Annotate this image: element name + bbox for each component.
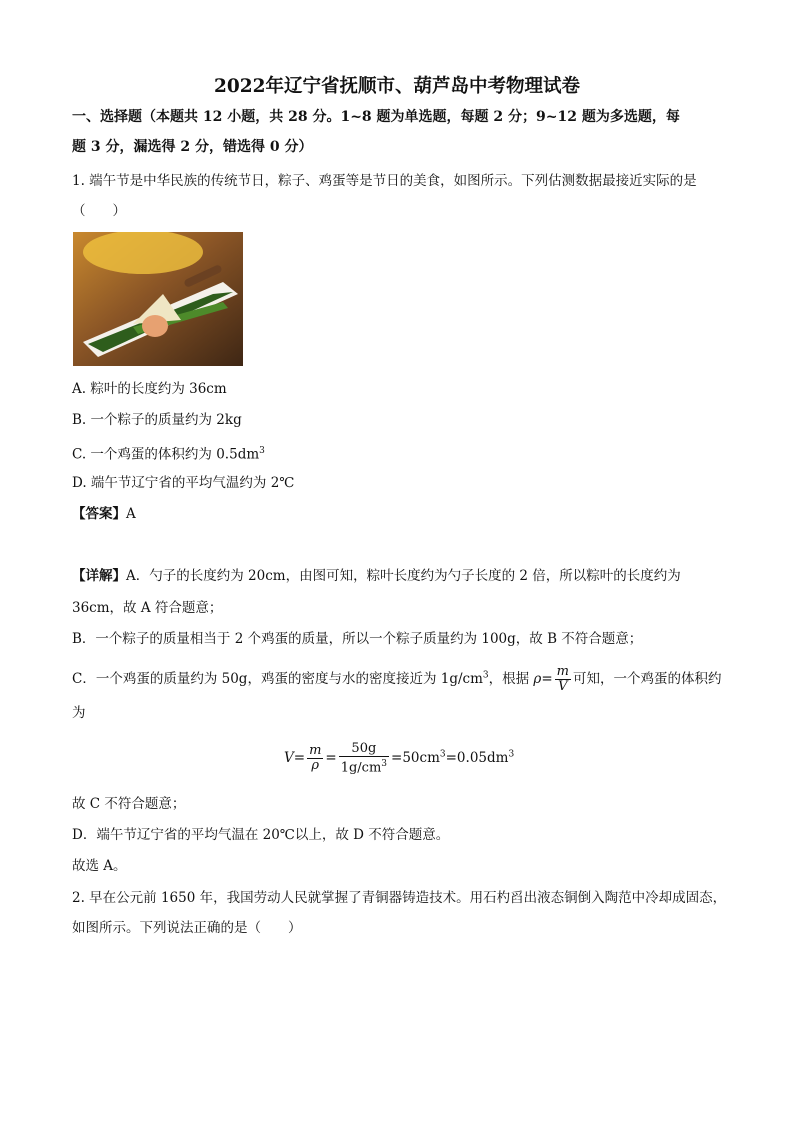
formula-frac1-num: m xyxy=(309,743,322,759)
option-c-text: C. 一个鸡蛋的体积约为 0.5dm xyxy=(72,446,260,463)
detail-line4-sup: 3 xyxy=(482,670,489,681)
detail-line4-b: ，根据 xyxy=(488,671,530,687)
formula-rest-a: =50cm xyxy=(391,750,440,767)
page-title: 2022年辽宁省抚顺市、葫芦岛中考物理试卷 xyxy=(214,76,580,97)
section-header-line2: 题 3 分，漏选得 2 分，错选得 0 分） xyxy=(72,139,313,155)
density-num: m xyxy=(556,664,569,679)
volume-formula xyxy=(284,742,514,775)
option-b: B. 一个粽子的质量约为 2kg xyxy=(72,412,242,428)
formula-frac2-den-sup: 3 xyxy=(381,759,388,769)
zongzi-egg-illustration xyxy=(73,232,243,366)
formula-frac2-num: 50g xyxy=(339,742,389,757)
detail-line7: D．端午节辽宁省的平均气温在 20℃以上，故 D 不符合题意。 xyxy=(72,827,450,843)
formula-rest-a-sup: 3 xyxy=(439,749,446,760)
question2-line2: 如图所示。下列说法正确的是（ ） xyxy=(72,920,302,936)
formula-rest-b: =0.05dm xyxy=(445,750,509,767)
detail-line2: 36cm，故 A 符合题意； xyxy=(72,600,223,616)
question2-line1: 2. 早在公元前 1650 年，我国劳动人民就掌握了青铜器铸造技术。用石杓舀出液态铜倒入陶范中冷却成固态， xyxy=(72,890,727,906)
formula-rest-b-sup: 3 xyxy=(508,749,515,760)
detail-line3: B．一个粽子的质量相当于 2 个鸡蛋的质量，所以一个粽子质量约为 100g，故 B 不符合题意； xyxy=(72,631,643,647)
density-den: V xyxy=(558,679,568,694)
detail-tag: 【详解】 xyxy=(72,568,126,584)
detail-line8: 故选 A。 xyxy=(72,858,127,874)
formula-frac2-den: 1g/cm xyxy=(340,760,382,776)
option-d: D. 端午节辽宁省的平均气温约为 2℃ xyxy=(72,475,295,491)
detail-line4-a: C．一个鸡蛋的质量约为 50g，鸡蛋的密度与水的密度接近为 1g/cm xyxy=(72,671,483,687)
density-fraction xyxy=(555,665,571,694)
formula-frac1 xyxy=(307,744,323,773)
answer-tag: 【答案】 xyxy=(72,506,126,522)
question1-text: 1. 端午节是中华民族的传统节日，粽子、鸡蛋等是节日的美食，如图所示。下列估测数据最接近实际的是 xyxy=(72,173,697,189)
answer-line xyxy=(72,505,136,523)
option-c-sup: 3 xyxy=(259,446,265,456)
option-c xyxy=(72,442,265,464)
formula-frac1-den: ρ xyxy=(311,758,320,774)
detail-line6: 故 C 不符合题意； xyxy=(72,796,186,812)
formula-frac2 xyxy=(339,742,389,775)
formula-eq1: = xyxy=(293,750,306,767)
formula-frac2-den-wrap xyxy=(339,757,389,775)
density-eq: = xyxy=(541,671,553,687)
answer-value: A xyxy=(126,506,136,522)
detail-line1-text: A．勺子的长度约为 20cm，由图可知，粽叶长度约为勺子长度的 2 倍，所以粽叶的长度约为 xyxy=(126,568,681,584)
detail-line4-c: 可知，一个鸡蛋的体积约 xyxy=(572,671,722,687)
formula-eq2: = xyxy=(325,750,337,767)
option-a: A. 粽叶的长度约为 36cm xyxy=(72,381,227,397)
detail-line4 xyxy=(72,665,721,694)
detail-line5: 为 xyxy=(72,705,86,721)
section-header-line1: 一、选择题（本题共 12 小题，共 28 分。1~8 题为单选题，每题 2 分；9~12 题为多选题，每 xyxy=(72,109,680,125)
question1-bracket: （ ） xyxy=(72,203,126,219)
density-symbol: ρ xyxy=(533,671,542,687)
detail-line1 xyxy=(72,567,681,585)
formula-v: V xyxy=(284,750,294,767)
zongzi-egg-photo xyxy=(73,232,243,366)
